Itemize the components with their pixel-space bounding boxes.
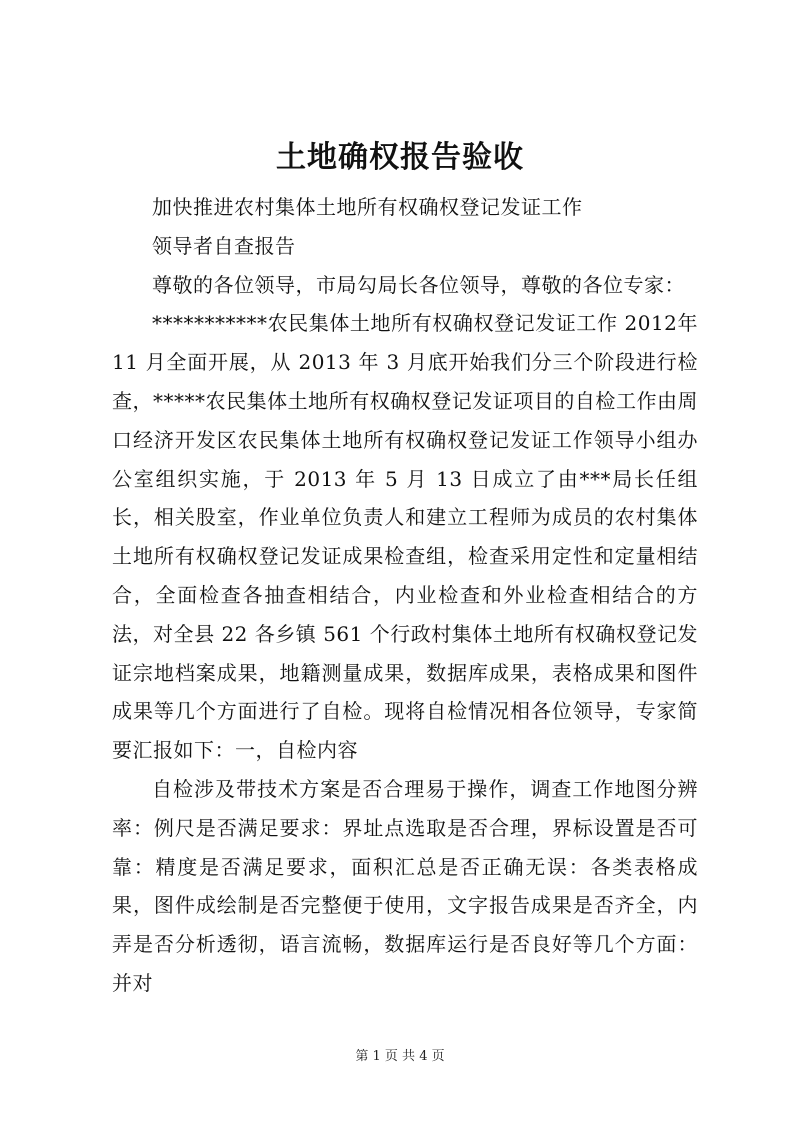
paragraph-subtitle-line-2: 领导者自查报告: [152, 233, 296, 258]
paragraph-salutation: 尊敬的各位领导，市局勾局长各位领导，尊敬的各位专家：: [152, 272, 685, 297]
document-body: [112, 188, 698, 1003]
paragraph-background: ***********农民集体土地所有权确权登记发证工作 2012年 11 月全面开展，从 2013 年 3 月底开始我们分三个阶段进行检查，*****农民集体土地所有权确权登记发证项目的自检工作由周口经济开发区农民集体土地所有权确权登记发证工作领导小组办公室组织实施，于 2013 年 5 月 13 日成立了由***局长任组长，相关股室，作业单位负责人和建立工程师为成员的农村集体土地所有权确权登记发证成果检查组，检查采用定性和定量相结合，全面检查各抽查相结合，内业检查和外业检查相结合的方法，对全县 22 各乡镇 561 个行政村集体土地所有权确权登记发证宗地档案成果，地籍测量成果，数据库成果，表格成果和图件成果等几个方面进行了自检。现将自检情况相各位领导，专家简要汇报如下：一，自检内容: [112, 311, 698, 763]
paragraph-subtitle-line-1: 加快推进农村集体土地所有权确权登记发证工作: [152, 195, 583, 219]
page-footer: 第 1 页 共 4 页: [355, 1049, 445, 1064]
document-title: 土地确权报告验收: [276, 140, 524, 175]
paragraph-self-check-content: 自检涉及带技术方案是否合理易于操作，调查工作地图分辨率：例尺是否满足要求：界址点选取是否合理，界标设置是否可靠：精度是否满足要求，面积汇总是否正确无误：各类表格成果，图件成绘制是否完整便于使用，文字报告成果是否齐全，内弄是否分析透彻，语言流畅，数据库运行是否良好等几个方面：并对: [112, 776, 698, 995]
